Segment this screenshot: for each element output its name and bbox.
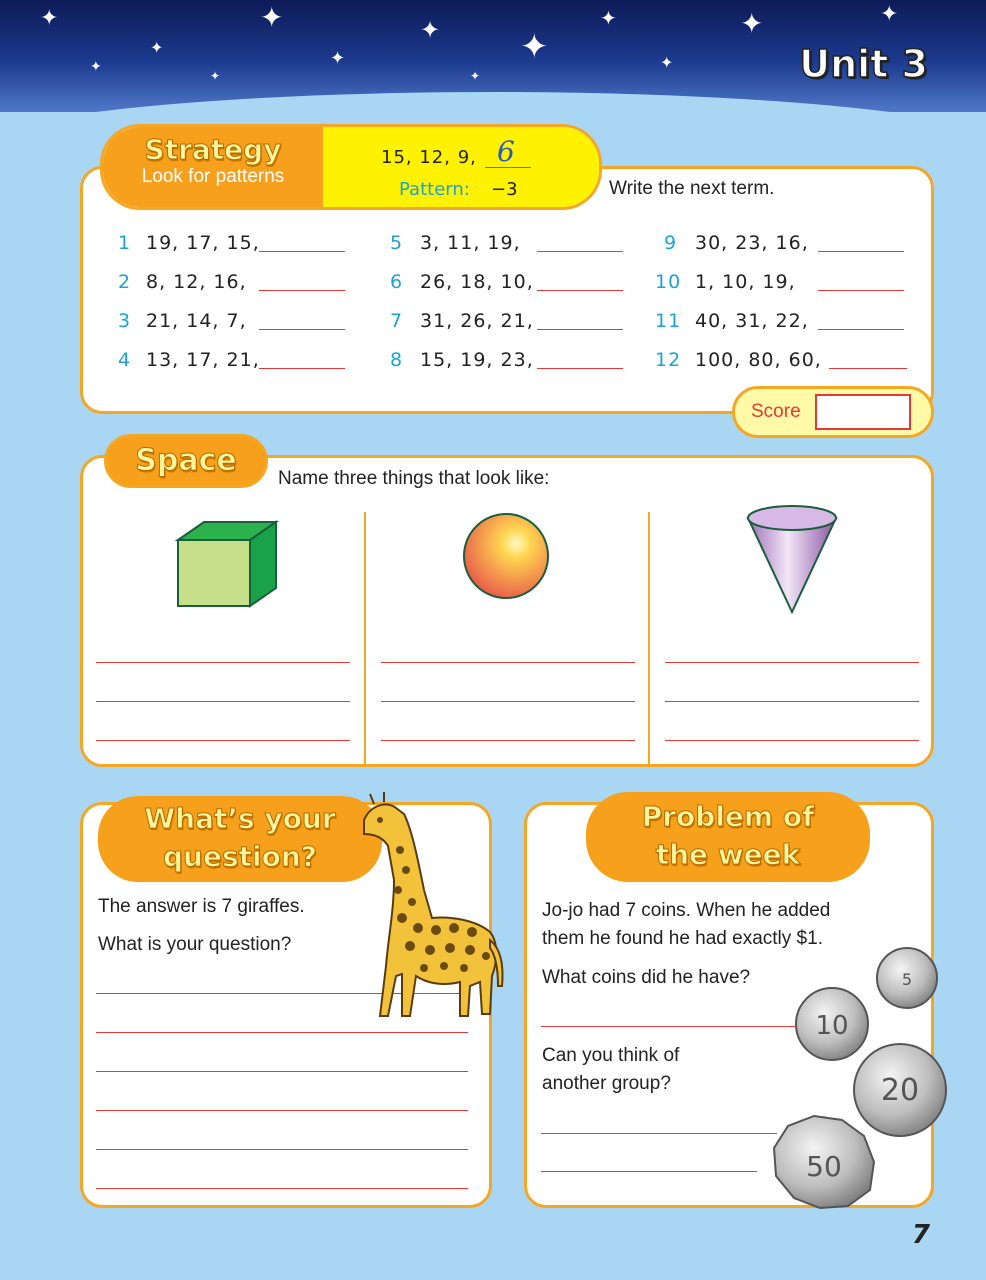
item-number: 9 <box>664 232 678 254</box>
example-answer-line <box>485 167 531 168</box>
coin-label: 5 <box>901 970 913 989</box>
score-label: Score <box>751 401 801 422</box>
answer-line[interactable] <box>818 290 904 291</box>
answer-line[interactable] <box>665 740 919 741</box>
coins-illustration <box>752 940 952 1210</box>
answer-line[interactable] <box>818 329 904 330</box>
answer-line[interactable] <box>96 1071 468 1072</box>
answer-line[interactable] <box>96 1188 468 1189</box>
answer-line[interactable] <box>96 662 350 663</box>
answer-line[interactable] <box>259 368 345 369</box>
item-number: 3 <box>118 310 132 332</box>
item-sequence: 15, 19, 23, <box>420 349 534 371</box>
answer-line[interactable] <box>96 701 350 702</box>
item-number: 8 <box>390 349 404 371</box>
coin-20-icon <box>854 1044 946 1136</box>
coin-5-icon <box>877 948 937 1008</box>
item-number: 4 <box>118 349 132 371</box>
page-number: 7 <box>911 1220 930 1250</box>
sphere-icon <box>462 512 552 602</box>
problem-title-line2: the week <box>655 838 801 871</box>
coin-label: 50 <box>806 1150 842 1183</box>
answer-line[interactable] <box>541 1133 777 1134</box>
item-sequence: 3, 11, 19, <box>420 232 521 254</box>
item-sequence: 13, 17, 21, <box>146 349 260 371</box>
column-divider <box>364 512 366 766</box>
strategy-example-box <box>323 127 602 207</box>
star-icon: ✦ <box>420 16 441 44</box>
problem-text-4: Can you think of <box>542 1045 680 1066</box>
problem-text-1: Jo-jo had 7 coins. When he added <box>542 900 831 921</box>
item-number: 12 <box>655 349 682 371</box>
problem-text-5: another group? <box>542 1073 671 1094</box>
item-number: 7 <box>390 310 404 332</box>
example-answer: 6 <box>497 135 515 168</box>
answer-line[interactable] <box>829 368 907 369</box>
space-title: Space <box>135 443 237 478</box>
answer-line[interactable] <box>537 329 623 330</box>
answer-line[interactable] <box>96 1032 468 1033</box>
item-sequence: 31, 26, 21, <box>420 310 534 332</box>
answer-line[interactable] <box>537 290 623 291</box>
star-icon: ✦ <box>150 38 164 57</box>
item-sequence: 8, 12, 16, <box>146 271 247 293</box>
item-number: 10 <box>655 271 682 293</box>
star-icon: ✦ <box>330 48 346 69</box>
answer-line[interactable] <box>381 701 635 702</box>
answer-line[interactable] <box>381 662 635 663</box>
question-text-2: What is your question? <box>98 934 292 955</box>
item-number: 6 <box>390 271 404 293</box>
cone-icon <box>744 502 840 618</box>
space-instruction: Name three things that look like: <box>278 468 550 489</box>
answer-line[interactable] <box>665 701 919 702</box>
item-sequence: 100, 80, 60, <box>695 349 822 371</box>
answer-line[interactable] <box>259 251 345 252</box>
answer-line[interactable] <box>537 368 623 369</box>
answer-line[interactable] <box>259 329 345 330</box>
example-sequence: 15, 12, 9, <box>381 147 477 168</box>
item-number: 5 <box>390 232 404 254</box>
pattern-value: −3 <box>491 179 518 200</box>
answer-line[interactable] <box>96 1149 468 1150</box>
problem-tab <box>586 792 870 882</box>
coin-label: 20 <box>880 1073 920 1108</box>
item-number: 1 <box>118 232 132 254</box>
answer-line[interactable] <box>541 1171 757 1172</box>
answer-line[interactable] <box>259 290 345 291</box>
problem-text-2: them he found he had exactly $1. <box>542 928 823 949</box>
answer-line[interactable] <box>537 251 623 252</box>
star-icon: ✦ <box>660 53 674 72</box>
coin-label: 10 <box>815 1011 849 1041</box>
star-icon: ✦ <box>520 27 549 67</box>
answer-line[interactable] <box>665 662 919 663</box>
answer-line[interactable] <box>96 740 350 741</box>
star-icon: ✦ <box>470 69 481 83</box>
question-title-line2: question? <box>162 840 318 873</box>
star-icon: ✦ <box>260 1 284 34</box>
pattern-label: Pattern: <box>399 179 470 200</box>
star-icon: ✦ <box>210 69 221 83</box>
space-tab <box>104 434 268 488</box>
star-icon: ✦ <box>740 7 764 40</box>
coin-50-icon <box>774 1116 874 1208</box>
answer-line[interactable] <box>96 1110 468 1111</box>
item-number: 11 <box>655 310 682 332</box>
item-sequence: 26, 18, 10, <box>420 271 534 293</box>
coin-10-icon <box>796 988 868 1060</box>
cube-icon <box>170 518 282 610</box>
strategy-title: Strategy <box>144 133 282 166</box>
column-divider <box>648 512 650 766</box>
problem-title-line1: Problem of <box>641 800 815 833</box>
strategy-tab <box>103 127 323 207</box>
strategy-subtitle: Look for patterns <box>141 166 285 187</box>
answer-line[interactable] <box>381 740 635 741</box>
item-number: 2 <box>118 271 132 293</box>
item-sequence: 1, 10, 19, <box>695 271 796 293</box>
score-badge <box>732 386 934 438</box>
star-icon: ✦ <box>600 6 617 30</box>
strategy-header <box>100 124 602 210</box>
star-icon: ✦ <box>880 2 899 27</box>
item-sequence: 30, 23, 16, <box>695 232 809 254</box>
item-sequence: 19, 17, 15, <box>146 232 260 254</box>
item-sequence: 40, 31, 22, <box>695 310 809 332</box>
problem-text-3: What coins did he have? <box>542 967 751 988</box>
star-icon: ✦ <box>90 59 102 75</box>
question-text-1: The answer is 7 giraffes. <box>98 896 305 917</box>
answer-line[interactable] <box>818 251 904 252</box>
question-title-line1: What’s your <box>144 802 336 835</box>
giraffe-icon <box>340 790 510 1022</box>
unit-title: Unit 3 <box>799 42 928 86</box>
score-box[interactable] <box>815 394 911 430</box>
star-icon: ✦ <box>40 6 59 31</box>
item-sequence: 21, 14, 7, <box>146 310 247 332</box>
strategy-instruction: Write the next term. <box>609 178 775 199</box>
